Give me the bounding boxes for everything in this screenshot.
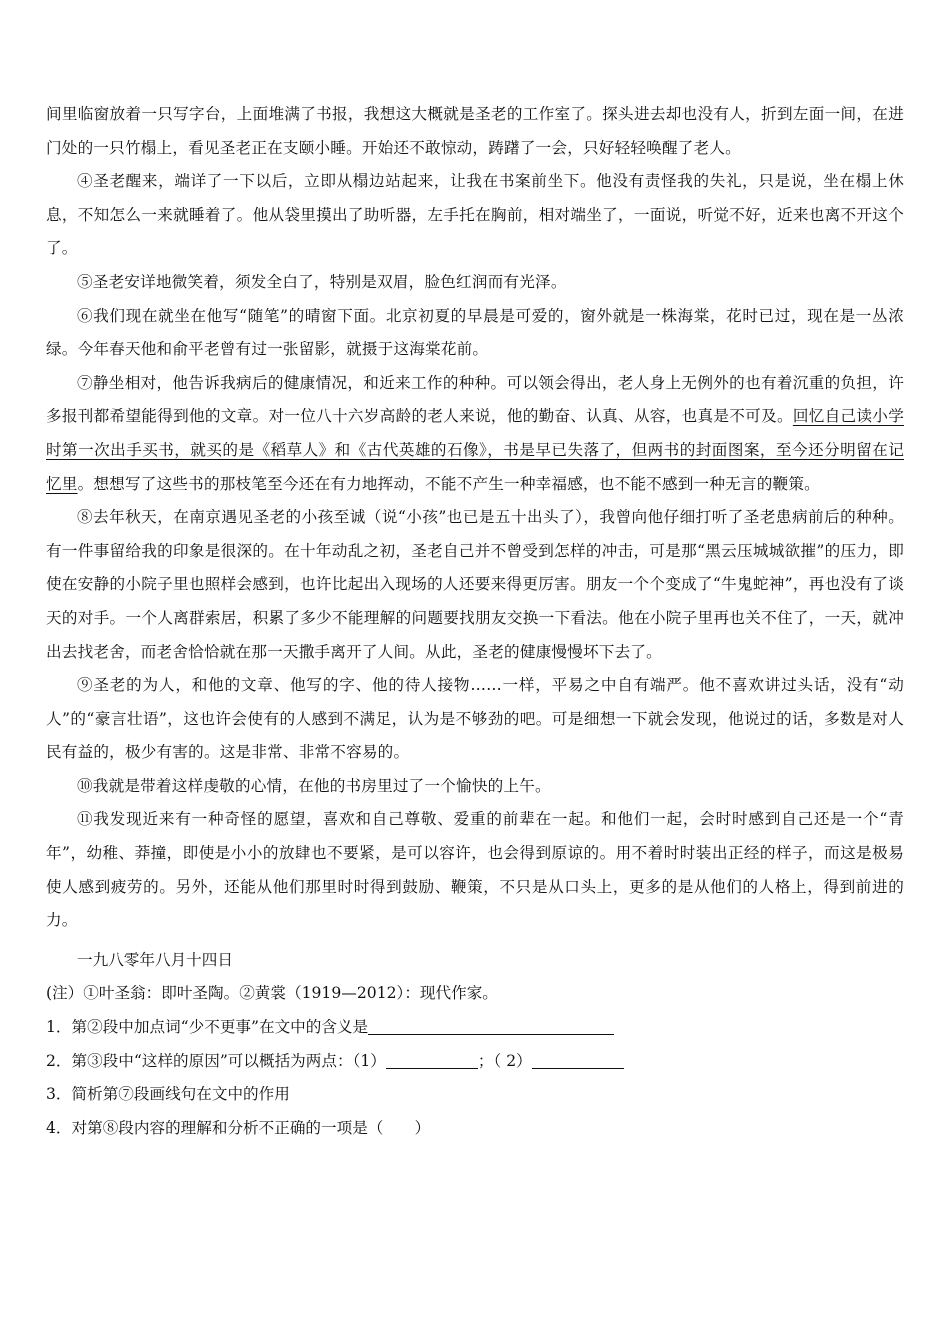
paragraph-7-text-a: ⑦静坐相对，他告诉我病后的健康情况，和近来工作的种种。可以领会得出，老人身上无例外的也有着沉重的负担，许多报刊都希望能得到他的文章。对一位八十六岁高龄的老人来说，他的勤奋、认真、从容，也真是不可及。: [46, 373, 904, 426]
paragraph-9: ⑨圣老的为人，和他的文章、他写的字、他的待人接物……一样，平易之中自有端严。他不喜欢讲过头话，没有“动人”的“豪言壮语”，这也许会使有的人感到不满足，认为是不够劲的吧。可是细想一下就会发现，他说过的话，多数是对人民有益的，极少有害的。这是非常、非常不容易的。: [46, 676, 904, 762]
article-page: [46, 98, 904, 1145]
question-1: [46, 1011, 904, 1045]
paragraph-6: ⑥我们现在就坐在他写“随笔”的晴窗下面。北京初夏的早晨是可爱的，窗外就是一株海棠，花时已过，现在是一丛浓绿。今年春天他和俞平老曾有过一张留影，就摄于这海棠花前。: [46, 306, 904, 359]
article-date: 一九八零年八月十四日: [77, 950, 233, 969]
paragraph-4: ④圣老醒来，端详了一下以后，立即从榻边站起来，让我在书案前坐下。他没有责怪我的失礼，只是说，坐在榻上休息，不知怎么一来就睡着了。他从袋里摸出了助听器，左手托在胸前，相对端坐了，一面说，听觉不好，近来也离不开这个了。: [46, 172, 904, 258]
question-2-text: 2．第③段中“这样的原因”可以概括为两点：（1）: [46, 1051, 386, 1070]
paragraph-8: ⑧去年秋天，在南京遇见圣老的小孩至诚（说“小孩”也已是五十出头了），我曾向他仔细打听了圣老患病前后的种种。有一件事留给我的印象是很深的。在十年动乱之初，圣老自己并不曾受到怎样的冲击，可是那“黑云压城城欲摧”的压力，即使在安静的小院子里也照样会感到，也许比起出入现场的人还要来得更厉害。朋友一个个变成了“牛鬼蛇神”，再也没有了谈天的对手。一个人离群索居，积累了多少不能理解的问题要找朋友交换一下看法。他在小院子里再也关不住了，一天，就冲出去找老舍，而老舍恰恰就在那一天撒手离开了人间。从此，圣老的健康慢慢坏下去了。: [46, 508, 904, 661]
question-2-separator: ；（ 2）: [477, 1051, 532, 1070]
question-3: 3．简析第⑦段画线句在文中的作用: [46, 1085, 290, 1104]
paragraph-7-underlined-sentence: 回忆自己读小学时第一次出手买书，就买的是《稻草人》和《古代英雄的石像》，书是早已失落了，但两书的封面图案，至今还分明留在记忆里: [46, 407, 904, 493]
paragraph-5: ⑤圣老安详地微笑着，须发全白了，特别是双眉，脸色红润而有光泽。: [77, 272, 567, 291]
paragraph-7: [46, 367, 904, 501]
paragraph-10: ⑩我就是带着这样虔敬的心情，在他的书房里过了一个愉快的上午。: [77, 776, 551, 795]
question-1-text: 1．第②段中加点词“少不更事”在文中的含义是: [46, 1018, 369, 1037]
paragraph-7-text-b: 。想想写了这些书的那枝笔至今还在有力地挥动，不能不产生一种幸福感，也不能不感到一种无言的鞭策。: [77, 474, 820, 493]
paragraph-11: ⑪我发现近来有一种奇怪的愿望，喜欢和自己尊敬、爱重的前辈在一起。和他们一起，会时时感到自己还是一个“青年”，幼稚、莽撞，即使是小小的放肆也不要紧，是可以容许，也会得到原谅的。用不着时时装出正经的样子，而这是极易使人感到疲劳的。另外，还能从他们那里时时得到鼓励、鞭策，不只是从口头上，更多的是从他们的人格上，得到前进的力。: [46, 810, 904, 930]
answer-blank-2a[interactable]: [386, 1052, 478, 1069]
paragraph-3-continued: 间里临窗放着一只写字台，上面堆满了书报，我想这大概就是圣老的工作室了。探头进去却也没有人，折到左面一间，在进门处的一只竹榻上，看见圣老正在支颐小睡。开始还不敢惊动，踌躇了一会，只好轻轻唤醒了老人。: [46, 105, 904, 157]
question-2: [46, 1045, 904, 1079]
footnote: (注）①叶圣翁：即叶圣陶。②黄裳（1919—2012）：现代作家。: [46, 984, 498, 1003]
answer-blank-2b[interactable]: [532, 1052, 624, 1069]
answer-blank-1[interactable]: [368, 1018, 614, 1035]
question-4: 4．对第⑧段内容的理解和分析不正确的一项是（ ）: [46, 1118, 431, 1137]
